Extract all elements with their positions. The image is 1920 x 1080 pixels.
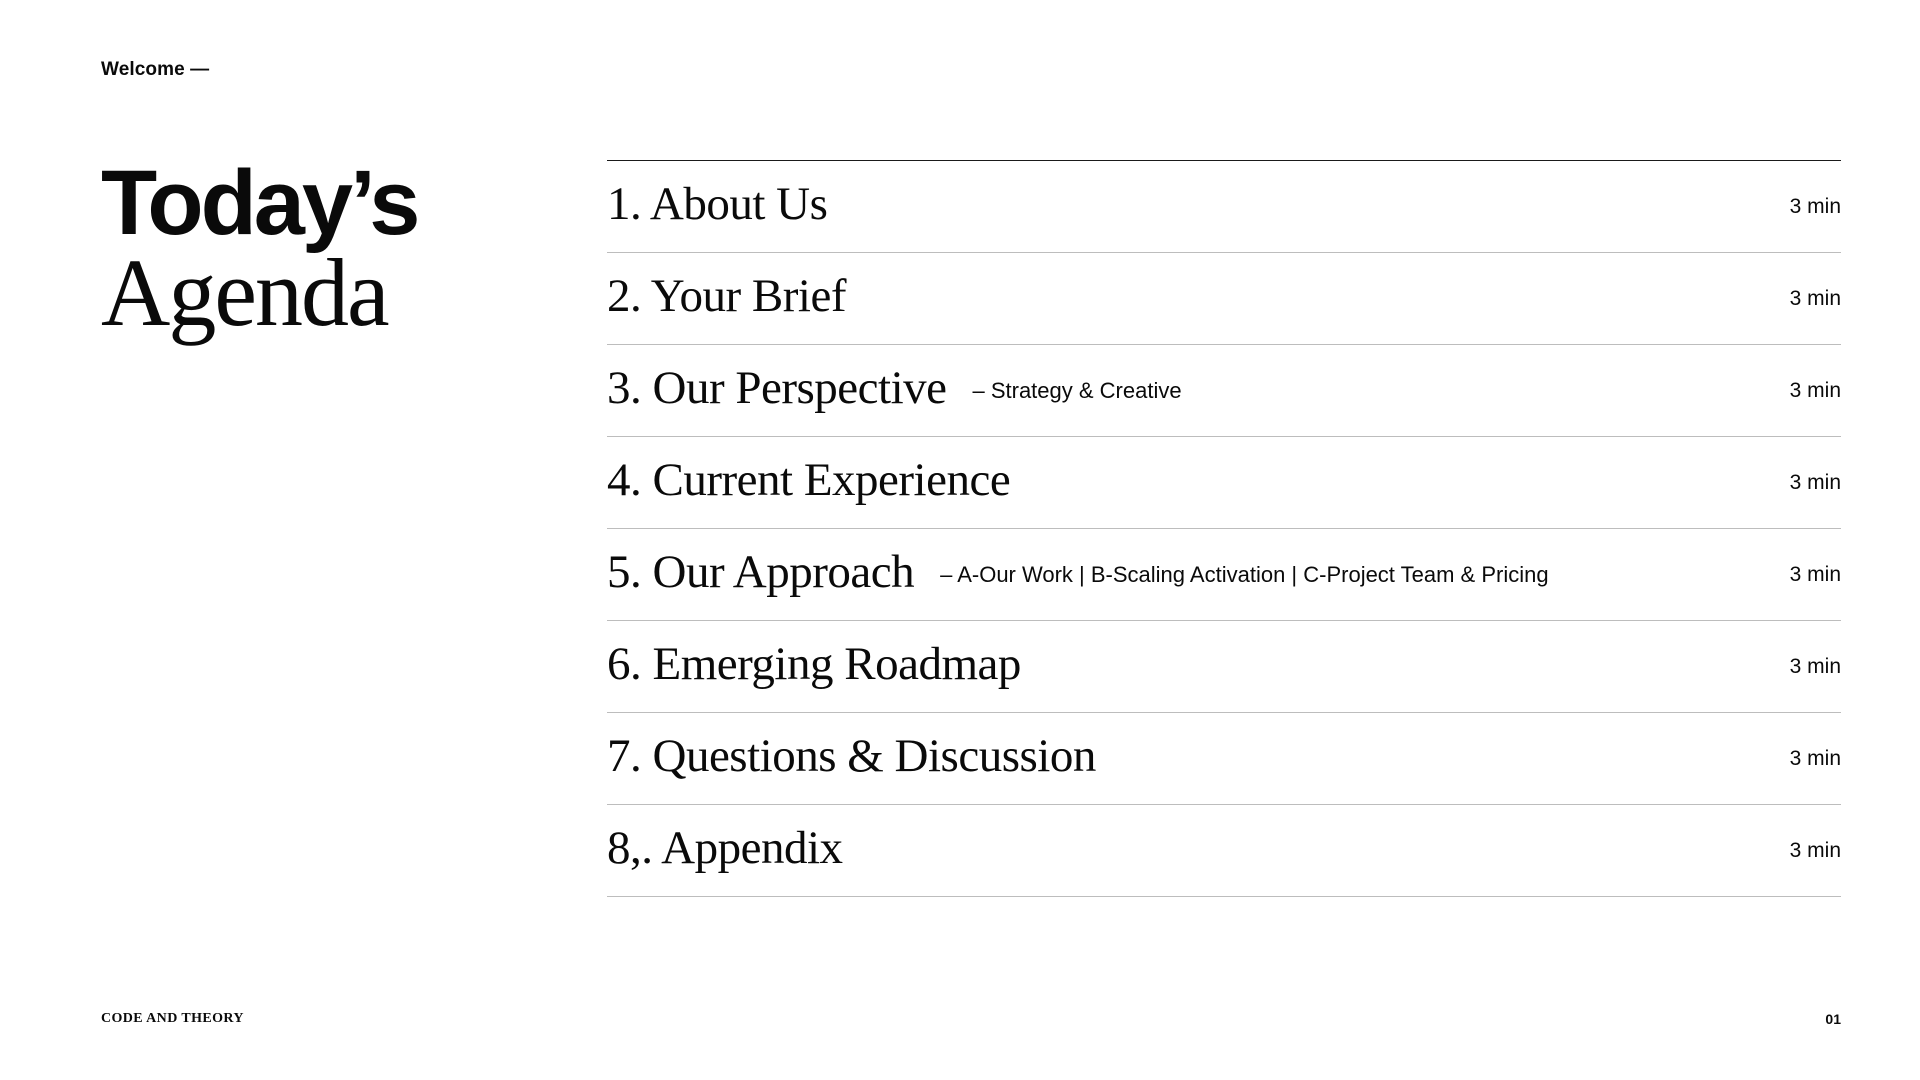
agenda-item-subtitle: – Strategy & Creative: [972, 377, 1182, 403]
agenda-item-current-experience: [607, 437, 1841, 529]
brand-wordmark: CODE AND THEORY: [101, 1011, 244, 1026]
agenda-item-label: 8,. Appendix: [607, 822, 843, 874]
agenda-item-label: 6. Emerging Roadmap: [607, 638, 1021, 690]
agenda-item-duration: 3 min: [1789, 471, 1841, 494]
page-title-line1: Today’s: [101, 152, 418, 254]
agenda-item-label: 5. Our Approach: [607, 546, 915, 598]
eyebrow-label: Welcome —: [101, 59, 210, 80]
agenda-item-our-perspective: [607, 345, 1841, 437]
page-title: [101, 152, 418, 346]
agenda-item-label: 1. About Us: [607, 178, 828, 230]
agenda-item-label: 4. Current Experience: [607, 454, 1011, 506]
agenda-item-duration: 3 min: [1789, 195, 1841, 218]
agenda-item-duration: 3 min: [1789, 563, 1841, 586]
agenda-item-about-us: [607, 161, 1841, 253]
page-number: 01: [1825, 1011, 1841, 1027]
agenda-item-your-brief: [607, 253, 1841, 345]
agenda-item-subtitle: – A-Our Work | B-Scaling Activation | C-Project Team & Pricing: [940, 561, 1549, 587]
agenda-item-our-approach: [607, 529, 1841, 621]
agenda-item-questions-discussion: [607, 713, 1841, 805]
agenda-item-label: 7. Questions & Discussion: [607, 730, 1096, 782]
agenda-item-duration: 3 min: [1789, 379, 1841, 402]
agenda-item-duration: 3 min: [1789, 839, 1841, 862]
agenda-item-label: 2. Your Brief: [607, 270, 846, 322]
agenda-item-appendix: [607, 805, 1841, 897]
agenda-item-duration: 3 min: [1789, 287, 1841, 310]
page-title-line2: Agenda: [101, 239, 388, 346]
agenda-item-duration: 3 min: [1789, 747, 1841, 770]
agenda-item-label: 3. Our Perspective: [607, 362, 947, 414]
agenda-item-duration: 3 min: [1789, 655, 1841, 678]
agenda-item-emerging-roadmap: [607, 621, 1841, 713]
agenda-list: [607, 160, 1841, 897]
